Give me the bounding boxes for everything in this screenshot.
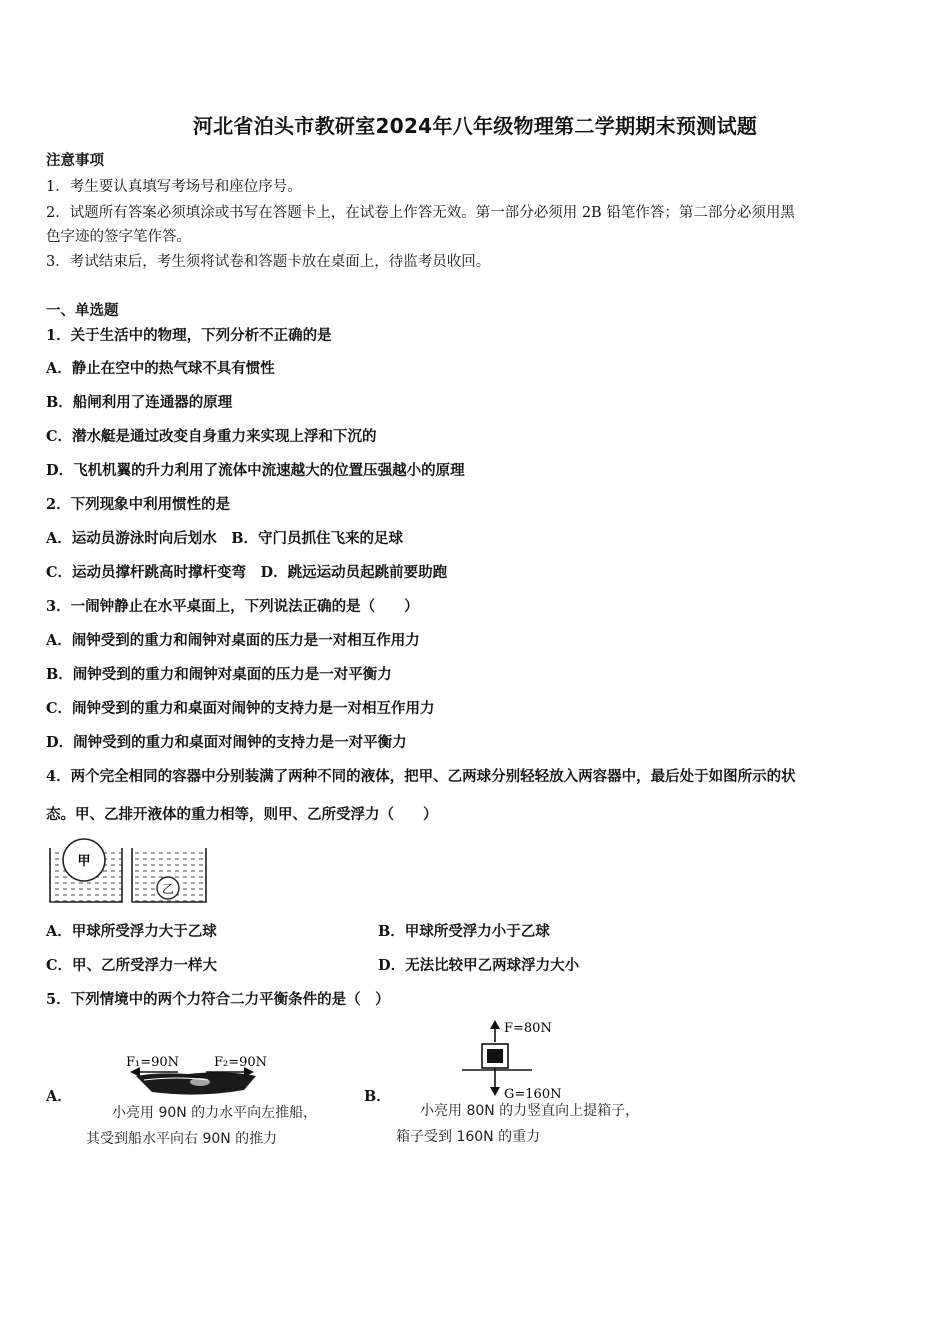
answer-option: B．甲球所受浮力小于乙球 bbox=[378, 923, 550, 940]
section-heading: 一、单选题 bbox=[46, 302, 119, 319]
notice-heading: 注意事项 bbox=[46, 152, 104, 169]
box-icon bbox=[482, 1044, 508, 1068]
question-stem: 态。甲、乙排开液体的重力相等，则甲、乙所受浮力（ ） bbox=[46, 806, 438, 823]
answer-option-row: A．运动员游泳时向后划水 B．守门员抓住飞来的足球 bbox=[46, 530, 404, 547]
notice-item: 2．试题所有答案必须填涂或书写在答题卡上，在试卷上作答无效。第一部分必须用 2B 铅笔作答；第二部分必须用黑 bbox=[46, 205, 795, 221]
answer-option: C．潜水艇是通过改变自身重力来实现上浮和下沉的 bbox=[46, 428, 377, 445]
question-stem: 2．下列现象中利用惯性的是 bbox=[46, 496, 231, 513]
question-stem: 1．关于生活中的物理，下列分析不正确的是 bbox=[46, 327, 332, 344]
answer-option: D．飞机机翼的升力利用了流体中流速越大的位置压强越小的原理 bbox=[46, 462, 465, 479]
question-stem: 3．一闹钟静止在水平桌面上，下列说法正确的是（ ） bbox=[46, 598, 419, 615]
answer-option: A．闹钟受到的重力和闹钟对桌面的压力是一对相互作用力 bbox=[46, 632, 420, 649]
question-stem: 5．下列情境中的两个力符合二力平衡条件的是（ ） bbox=[46, 991, 390, 1008]
answer-option: C．闹钟受到的重力和桌面对闹钟的支持力是一对相互作用力 bbox=[46, 700, 435, 717]
answer-option: D．无法比较甲乙两球浮力大小 bbox=[378, 957, 580, 974]
answer-option: D．闹钟受到的重力和桌面对闹钟的支持力是一对平衡力 bbox=[46, 734, 407, 751]
arrow-down-icon bbox=[490, 1068, 500, 1096]
option-b-caption: 箱子受到 160N 的重力 bbox=[396, 1129, 541, 1145]
question-stem: 4．两个完全相同的容器中分别装满了两种不同的液体，把甲、乙两球分别轻轻放入两容器中，最后处于如图所示的状 bbox=[46, 768, 796, 785]
notice-item: 3．考试结束后，考生须将试卷和答题卡放在桌面上，待监考员收回。 bbox=[46, 254, 491, 270]
notice-item: 色字迹的签字笔作答。 bbox=[46, 229, 191, 245]
page-title: 河北省泊头市教研室2024年八年级物理第二学期期末预测试题 bbox=[192, 114, 758, 138]
ball-b bbox=[157, 877, 179, 899]
boat-icon bbox=[136, 1072, 256, 1094]
option-a-label: A． bbox=[46, 1088, 72, 1105]
answer-option: A．静止在空中的热气球不具有惯性 bbox=[46, 360, 275, 377]
answer-option-row: C．运动员撑杆跳高时撑杆变弯 D．跳远运动员起跳前要助跑 bbox=[46, 564, 448, 581]
force-f2-label: F₂=90N bbox=[214, 1055, 268, 1070]
force-f1-label: F₁=90N bbox=[126, 1055, 180, 1070]
ball-a bbox=[63, 839, 105, 881]
ball-a-label: 甲 bbox=[77, 854, 91, 869]
arrow-up-icon bbox=[490, 1020, 500, 1042]
answer-option: B．闹钟受到的重力和闹钟对桌面的压力是一对平衡力 bbox=[46, 666, 392, 683]
boat-figure bbox=[118, 1046, 288, 1102]
box-figure bbox=[462, 1018, 582, 1102]
option-b-caption: 小亮用 80N 的力竖直向上提箱子， bbox=[420, 1103, 640, 1119]
force-g-label: G=160N bbox=[504, 1087, 562, 1102]
notice-item: 1．考生要认真填写考场号和座位序号。 bbox=[46, 179, 302, 195]
option-a-caption: 其受到船水平向右 90N 的推力 bbox=[86, 1131, 278, 1147]
ball-b-label: 乙 bbox=[161, 882, 175, 896]
force-f-label: F=80N bbox=[504, 1021, 552, 1036]
answer-option: B．船闸利用了连通器的原理 bbox=[46, 394, 233, 411]
answer-option: C．甲、乙所受浮力一样大 bbox=[46, 957, 218, 974]
option-b-label: B． bbox=[364, 1088, 391, 1105]
answer-option: A．甲球所受浮力大于乙球 bbox=[46, 923, 217, 940]
containers-figure bbox=[46, 838, 216, 906]
option-a-caption: 小亮用 90N 的力水平向左推船， bbox=[112, 1105, 318, 1121]
